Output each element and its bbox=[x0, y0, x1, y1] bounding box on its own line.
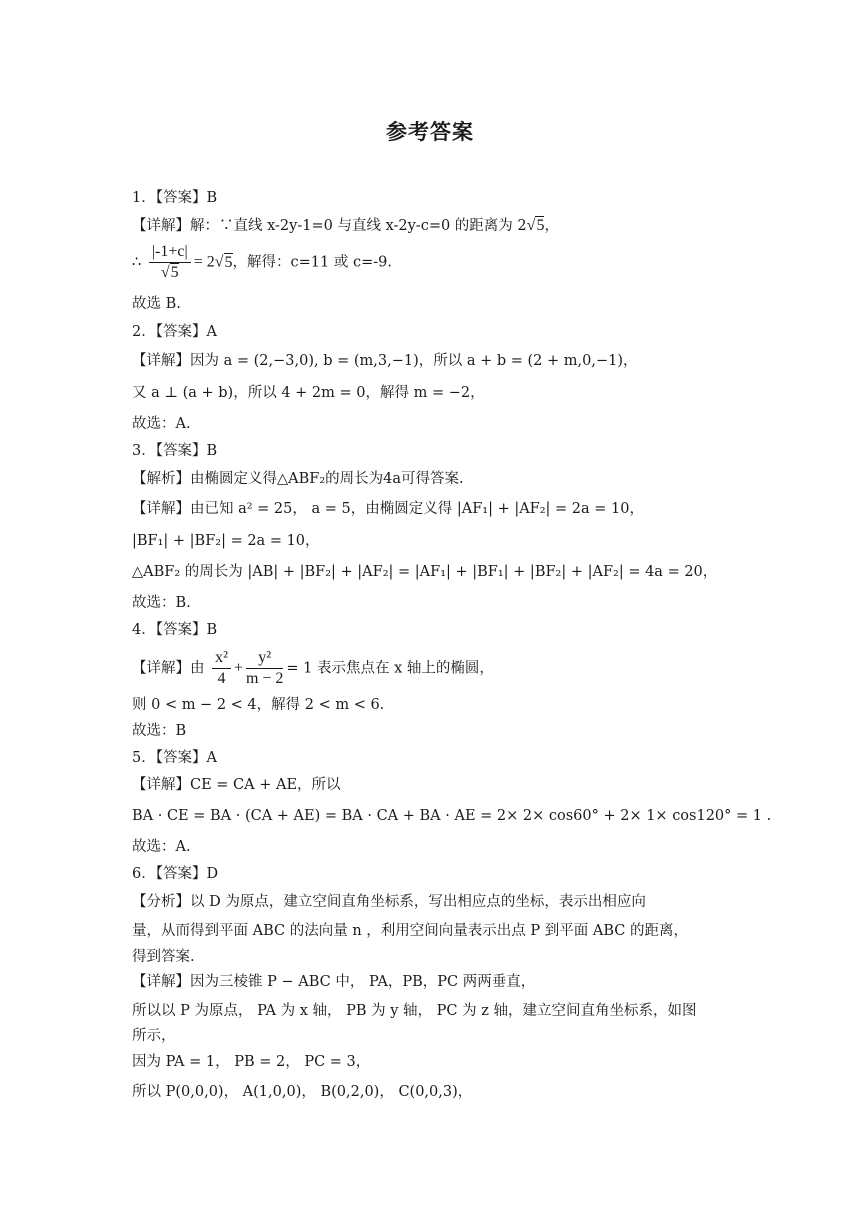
q6-analysis-line2: 量，从而得到平面 ABC 的法向量 n ，利用空间向量表示出点 P 到平面 ABC 的距离， bbox=[132, 923, 688, 939]
q1-frac-num: |-1+c| bbox=[149, 242, 191, 263]
therefore-symbol: ∴ bbox=[132, 254, 142, 271]
q4-frac-y-num: y² bbox=[246, 648, 283, 669]
q6-detail-line3: 所示， bbox=[132, 1028, 176, 1044]
q3-detail-line3: △ABF₂ 的周长为 |AB| + |BF₂| + |AF₂| = |AF₁| + |BF₁| + |BF₂| + |AF₂| = 4a = 20， bbox=[132, 564, 718, 580]
q6-answer: 6．【答案】D bbox=[132, 866, 219, 882]
q3-conclusion: 故选：B. bbox=[132, 595, 191, 611]
q1-conclusion: 故选 B. bbox=[132, 296, 181, 312]
q3-answer: 3．【答案】B bbox=[132, 443, 218, 459]
q1-answer: 1．【答案】B bbox=[132, 190, 218, 206]
q6-detail-line2: 所以以 P 为原点， PA 为 x 轴， PB 为 y 轴， PC 为 z 轴，建立空间直角坐标系，如图 bbox=[132, 1003, 697, 1019]
q6-detail-line4: 因为 PA = 1， PB = 2， PC = 3， bbox=[132, 1054, 371, 1070]
q5-detail-line1: 【详解】CE = CA + AE，所以 bbox=[132, 777, 341, 793]
q3-detail-line1: 【详解】由已知 a² = 25， a = 5，由椭圆定义得 |AF₁| + |AF₂| = 2a = 10， bbox=[132, 501, 644, 517]
q4-fraction-y bbox=[246, 648, 283, 689]
q4-answer: 4．【答案】B bbox=[132, 622, 218, 638]
q1-fraction bbox=[149, 242, 191, 283]
q1-detail-text: 【详解】解：∵直线 x-2y-1=0 与直线 x-2y-c=0 的距离为 2 bbox=[132, 218, 527, 234]
q1-eq-rhs-sqrt: 5 bbox=[224, 253, 233, 271]
page-title: 参考答案 bbox=[386, 120, 474, 144]
q6-analysis-line3: 得到答案. bbox=[132, 949, 195, 965]
q4-frac-x-num: x² bbox=[212, 648, 231, 669]
q1-detail-end: ， bbox=[544, 218, 559, 234]
q2-answer: 2．【答案】A bbox=[132, 324, 217, 340]
q3-detail-line2: |BF₁| + |BF₂| = 2a = 10， bbox=[132, 533, 320, 549]
q4-detail-line1 bbox=[132, 648, 730, 689]
q6-detail-line1: 【详解】因为三棱锥 P − ABC 中， PA，PB，PC 两两垂直， bbox=[132, 974, 536, 990]
q1-eq-rhs: = 2 bbox=[193, 253, 215, 271]
q3-analysis: 【解析】由椭圆定义得△ABF₂的周长为4a可得答案. bbox=[132, 471, 464, 487]
q4-frac-x-den: 4 bbox=[217, 670, 226, 687]
q4-conclusion: 故选：B bbox=[132, 723, 187, 739]
q4-plus: + bbox=[233, 659, 243, 677]
q4-fraction-x bbox=[212, 648, 231, 689]
q4-detail-line2: 则 0 < m − 2 < 4，解得 2 < m < 6. bbox=[132, 697, 385, 713]
q4-detail-pre: 【详解】由 bbox=[132, 660, 205, 677]
q4-detail-post: = 1 表示焦点在 x 轴上的椭圆， bbox=[286, 660, 494, 677]
q5-answer: 5．【答案】A bbox=[132, 750, 217, 766]
q6-detail-line5: 所以 P(0,0,0)， A(1,0,0)， B(0,2,0)， C(0,0,3)， bbox=[132, 1084, 473, 1100]
q5-detail-line2: BA · CE = BA · (CA + AE) = BA · CA + BA · AE = 2× 2× cos60° + 2× 1× cos120° = 1 . bbox=[132, 808, 772, 824]
q1-frac-den: √5 bbox=[160, 264, 179, 281]
q4-frac-y-den: m − 2 bbox=[245, 670, 284, 687]
q6-analysis-line1: 【分析】以 D 为原点，建立空间直角坐标系，写出相应点的坐标，表示出相应向 bbox=[132, 894, 646, 910]
q1-detail-sqrt: 5 bbox=[536, 217, 545, 234]
q5-conclusion: 故选：A. bbox=[132, 839, 191, 855]
q1-solve: ，解得：c=11 或 c=-9. bbox=[232, 254, 392, 271]
q2-detail-line2: 又 a ⊥ (a + b)，所以 4 + 2m = 0，解得 m = −2， bbox=[132, 385, 485, 401]
q1-detail: 【详解】解：∵直线 x-2y-1=0 与直线 x-2y-c=0 的距离为 2√5， bbox=[132, 217, 559, 234]
q2-conclusion: 故选：A. bbox=[132, 416, 191, 432]
q1-equation: ∴ $\frac{|-1+c|}{√5}$ = 2√5，解得：c=11 或 c=-9. bbox=[132, 243, 392, 281]
q2-detail-line1: 【详解】因为 a = (2,−3,0), b = (m,3,−1)，所以 a + b = (2 + m,0,−1)， bbox=[132, 353, 638, 369]
